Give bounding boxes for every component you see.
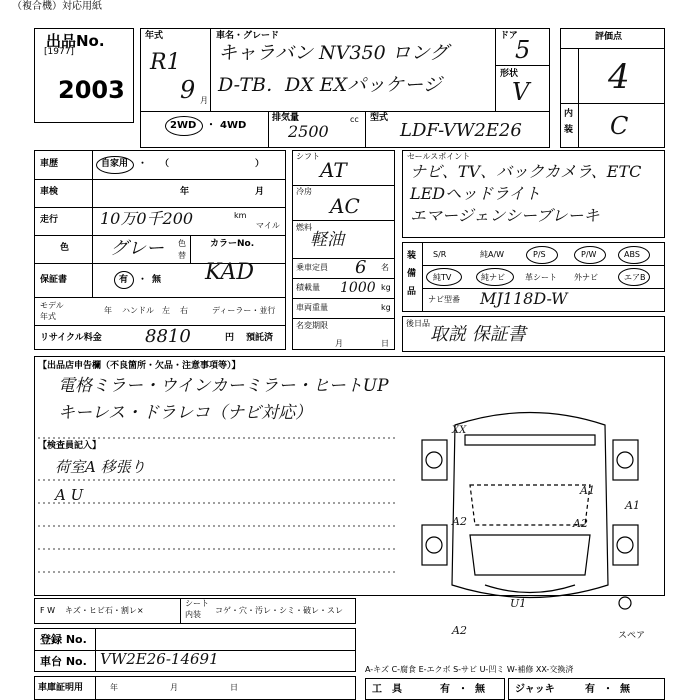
equip-airbag: エアB [624,273,646,282]
mileage-value: 10万0千200 [100,209,194,228]
equip-leather: 革シート [525,273,557,282]
equip-navi: 純ナビ [481,273,505,282]
equip-genuine-aw: 純A/W [480,250,505,259]
damage-mark-4: A1 [625,499,640,512]
capacity-value: 6 [355,257,367,278]
interior-score: C [610,112,629,140]
equip-pw: P/W [581,250,597,259]
damage-mark-6: U1 [510,597,527,610]
drive-4wd: 4WD [220,120,247,131]
equip-ext-navi: 外ナビ [574,273,598,282]
lot-label: 出品No. [46,32,105,50]
equip-sunroof: S/R [433,250,447,259]
warranty-yes: 有 [119,275,129,285]
car-name: キャラバン NV350 ロング [218,42,449,64]
seller-notes-label: 【出品店申告欄（不良箇所・欠品・注意事項等）】 [38,361,241,371]
displacement-value: 2500 [288,122,329,141]
damage-mark-5: A2 [573,517,588,530]
damage-mark-2: A1 [580,484,595,497]
year-label: 年式 [145,31,164,41]
navi-model: MJ118D-W [480,289,568,308]
month-unit: 月 [200,96,208,105]
damage-mark-1: XX [452,425,467,436]
equip-abs: ABS [624,250,640,259]
car-grade: D-TB．DX EXパッケージ [218,74,442,96]
displacement-label: 排気量 [272,113,300,123]
load-value: 1000 [340,280,376,296]
year-era: R1 [150,50,181,75]
equip-ps: P/S [533,250,546,259]
year-month: 9 [180,76,196,104]
lot-sub: [1977] [44,47,74,57]
damage-mark-7: A2 [452,624,467,637]
sales-point-3: エマージェンシーブレーキ [410,206,600,225]
color-no-value: KAD [205,260,255,285]
inspector-note-2: A U [55,486,84,504]
shape-value: V [512,78,530,106]
form-header-text: （複合機）対応用紙 [12,1,102,12]
door-value: 5 [515,36,531,64]
history-private: 自家用 [101,159,129,169]
ac-value: AC [330,194,360,218]
model-value: LDF-VW2E26 [400,120,522,141]
damage-mark-3: A2 [452,515,467,528]
post-items-value: 取説 保証書 [430,324,526,345]
drive-2wd: 2WD [170,120,197,131]
warranty-no: 無 [152,275,162,285]
damage-legend: A-キズ C-腐食 E-エクボ S-サビ U-凹ミ W-補修 XX-交換済 [365,665,574,674]
sales-point-2: LEDヘッドライト [410,184,541,203]
spare-label: スペア [618,631,646,641]
score-value: 4 [608,57,630,97]
car-name-label: 車名・グレード [216,31,280,41]
shape-label: 形状 [500,69,519,79]
inspector-note-1: 荷室A 移張り [55,458,146,476]
seller-note-2: キーレス・ドラレコ（ナビ対応） [58,403,313,423]
recycle-value: 8810 [145,326,191,347]
score-label: 評価点 [595,32,623,42]
seller-note-1: 電格ミラー・ウインカーミラー・ヒートUP [58,376,389,396]
model-label: 型式 [370,113,389,123]
sales-point-1: ナビ、TV、バックカメラ、ETC [410,162,642,181]
inspector-label: 【検査員記入】 [38,441,102,451]
lot-number: 2003 [58,76,125,104]
color-value: グレー [110,238,164,259]
equip-tv: 純TV [433,273,452,282]
chassis-value: VW2E26-14691 [100,650,219,668]
car-damage-diagram [410,385,650,625]
door-label: ドア [500,31,518,41]
fuel-value: 軽油 [310,230,344,250]
shift-value: AT [320,158,347,182]
